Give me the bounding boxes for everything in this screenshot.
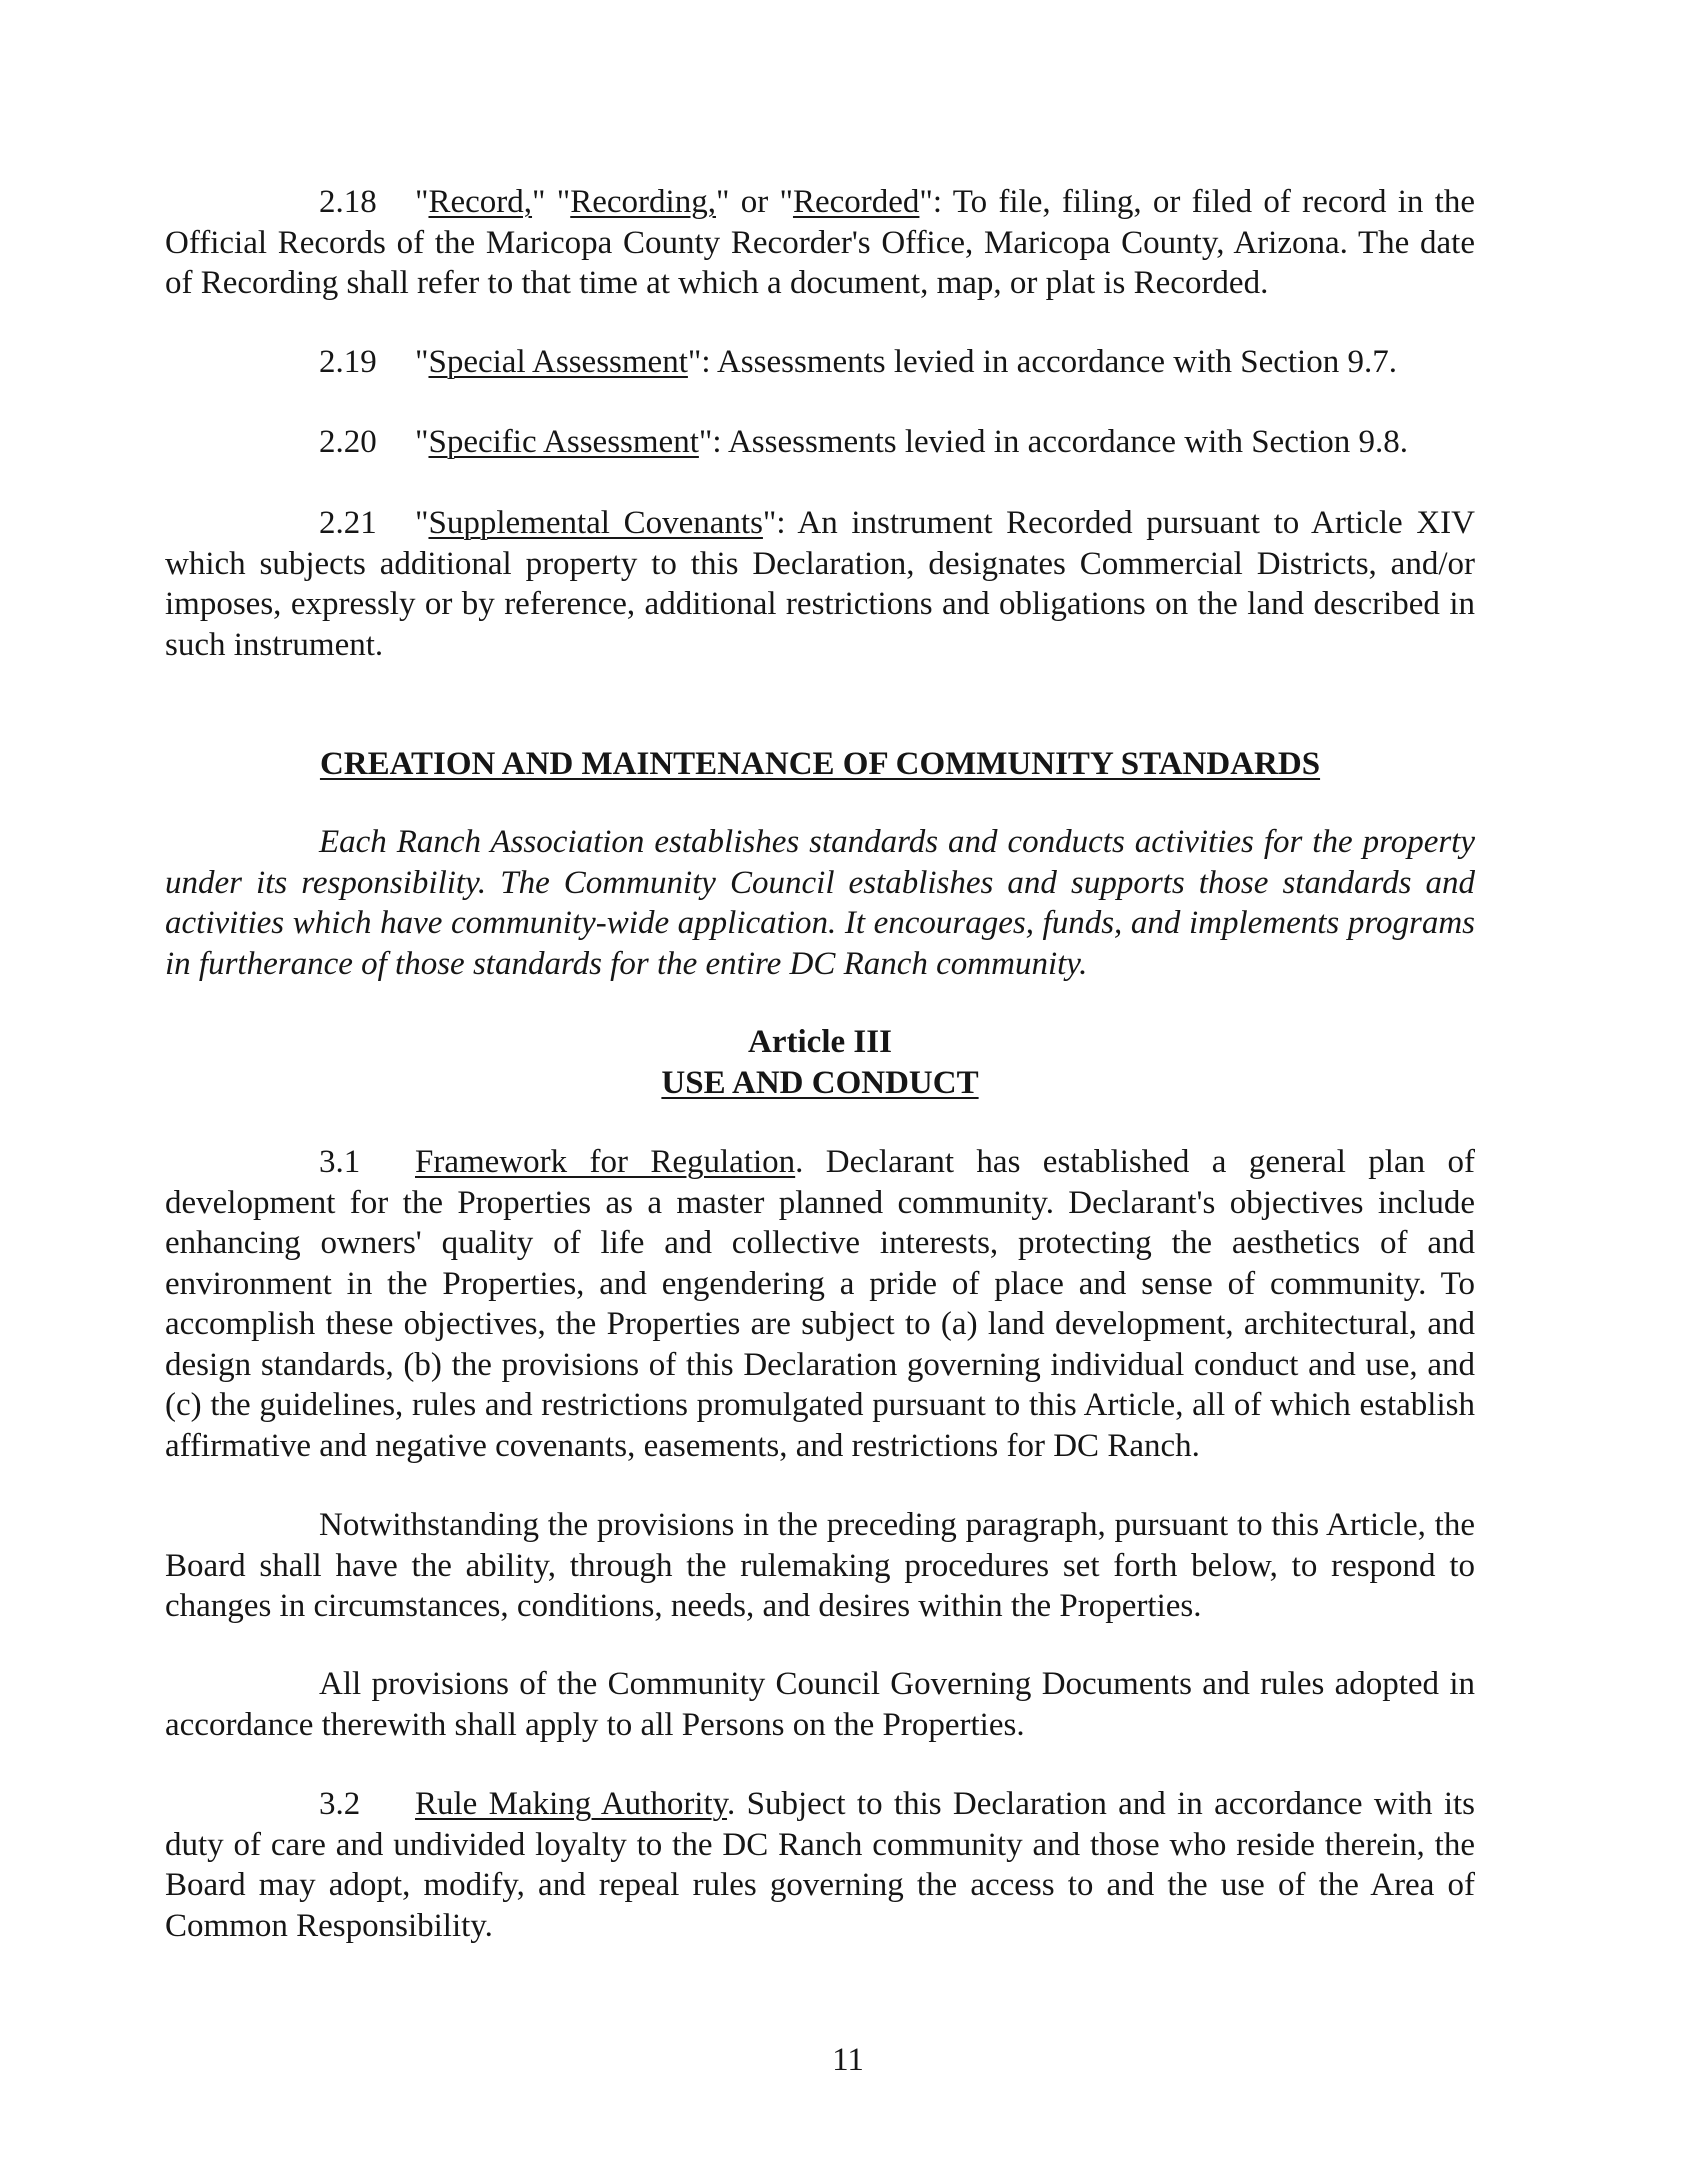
section-number: 2.21: [319, 505, 377, 541]
defined-term-recording: Recording,: [570, 184, 716, 220]
section-2-21: 2.21 "Supplemental Covenants": An instrument Recorded pursuant to Article XIV which subjects additional property to this Declaration, designates Commercial Districts, and/or imposes, expressly or by reference, additional restrictions and obligations on the land described in such instrument.: [165, 505, 1475, 663]
section-3-2: [165, 1784, 1475, 1946]
defined-term: Special Assessment: [428, 344, 688, 380]
section-number: 2.20: [319, 424, 377, 460]
article-number: Article III: [748, 1024, 892, 1060]
part-heading: CREATION AND MAINTENANCE OF COMMUNITY STANDARDS: [319, 746, 1321, 782]
section-3-1-paragraph-2: Notwithstanding the provisions in the preceding paragraph, pursuant to this Article, the Board shall have the ability, through the rulemaking procedures set forth below, to respond to changes in circumstances, conditions, needs, and desires within the Properties.: [165, 1507, 1475, 1624]
section-2-18: 2.18 "Record," "Recording," or "Recorded": To file, filing, or filed of record in the Official Records of the Maricopa County Recorder's Office, Maricopa County, Arizona. The date of Recording shall refer to that time at which a document, map, or plat is Recorded.: [165, 184, 1475, 301]
defined-term-record: Record,: [428, 184, 533, 220]
defined-term: Specific Assessment: [428, 424, 699, 460]
section-number: 3.2: [319, 1786, 361, 1822]
section-number: 3.1: [319, 1144, 361, 1180]
definition-text: ": To file, filing, or filed of record in the Official Records of the Maricopa County Recorder's Office, Maricopa County, Arizona. The date of Recording shall refer to that time at which a document, map, or plat is Recorded.: [165, 184, 1475, 301]
section-body: . Declarant has established a general plan of development for the Properties as a master planned community. Declarant's objectives include enhancing owners' quality of life and collective interests, protecting the aesthetics of and environment in the Properties, and engendering a pride of place and sense of community. To accomplish these objectives, the Properties are subject to (a) land development, architectural, and design standards, (b) the provisions of this Declaration governing individual conduct and use, and (c) the guidelines, rules and restrictions promulgated pursuant to this Article, all of which establish affirmative and negative covenants, easements, and restrictions for DC Ranch.: [165, 1144, 1475, 1464]
definition-text: ": Assessments levied in accordance with Section 9.8.: [698, 424, 1408, 460]
section-number: 2.19: [319, 344, 377, 380]
page-number: 11: [832, 2042, 864, 2078]
defined-term-recorded: Recorded: [792, 184, 920, 220]
section-2-19: 2.19 "Special Assessment": Assessments levied in accordance with Section 9.7.: [165, 342, 1475, 383]
section-3-1-paragraph-3: All provisions of the Community Council Governing Documents and rules adopted in accordance therewith shall apply to all Persons on the Properties.: [165, 1666, 1475, 1743]
part-intro: Each Ranch Association establishes standards and conducts activities for the property under its responsibility. The Community Council establishes and supports those standards and activities which have community-wide application. It encourages, funds, and implements programs in furtherance of those standards for the entire DC Ranch community.: [165, 824, 1475, 982]
definition-text: ": Assessments levied in accordance with Section 9.7.: [687, 344, 1397, 380]
section-title: Rule Making Authority: [415, 1786, 728, 1822]
section-3-1: [165, 1142, 1475, 1466]
definition-text: ": An instrument Recorded pursuant to Article XIV which subjects additional property to this Declaration, designates Commercial Districts, and/or imposes, expressly or by reference, additional restrictions and obligations on the land described in such instrument.: [165, 505, 1475, 663]
article-title: USE AND CONDUCT: [661, 1065, 979, 1101]
defined-term: Supplemental Covenants: [428, 505, 763, 541]
section-title: Framework for Regulation: [415, 1144, 796, 1180]
section-number: 2.18: [319, 184, 377, 220]
section-2-20: 2.20 "Specific Assessment": Assessments levied in accordance with Section 9.8.: [165, 422, 1475, 463]
section-body: . Subject to this Declaration and in accordance with its duty of care and undivided loyalty to the DC Ranch community and those who reside therein, the Board may adopt, modify, and repeal rules governing the access to and the use of the Area of Common Responsibility.: [165, 1786, 1475, 1944]
